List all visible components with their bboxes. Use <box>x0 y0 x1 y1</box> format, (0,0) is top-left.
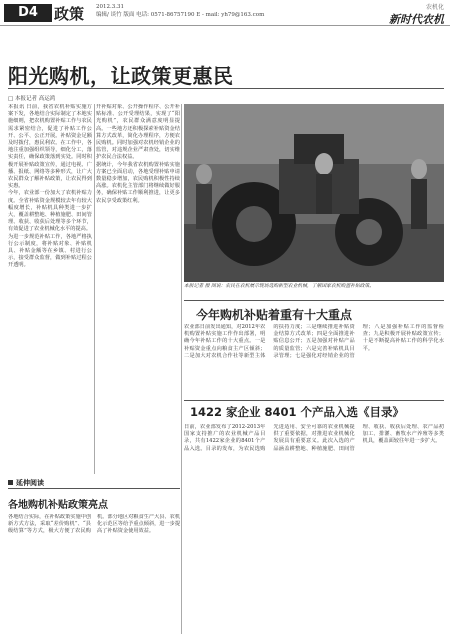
sidebar-rule <box>8 488 180 489</box>
main-headline: 阳光购机，让政策更惠民 <box>8 64 234 88</box>
paragraph: 今年，农业部一份加大了农机补贴力度。全省补贴资金规模较去年有较大幅度增长，补贴机具种类进一步扩大，覆盖耕整地、种植施肥、田间管理、收获、收获后处理等多个环节，有效促进了农业机械化水平的提高。 <box>8 190 92 233</box>
tractor-photo-illustration <box>184 104 444 282</box>
issue-date: 2012.3.31 <box>96 4 124 10</box>
main-story-column-2 <box>96 104 180 474</box>
page-divider <box>181 104 182 634</box>
byline: □ 本报记者 高运鸿 <box>8 96 56 102</box>
extended-reading-label <box>8 478 44 488</box>
section-title: 政策 <box>54 5 85 23</box>
main-story-column-1 <box>8 104 92 474</box>
paragraph: 据统计，今年我省农机购置补贴实施方案已全面启动，各地受理补贴申请数量稳步增加，农民购机积极性持续高涨。农机化主管部门将继续做好服务，确保补贴工作顺利推进，让更多农民享受政策红利。 <box>96 161 180 204</box>
editor-contact: 编辑/ 谈竹 版面 电话: 0571-86757190 E - mail: yh79@163.com <box>96 12 265 18</box>
story2-rule <box>184 300 444 301</box>
story3-rule <box>184 400 444 401</box>
paragraph: 开补贴对象、公开操作程序、公开补贴标准、公开受理结果，实现了“阳光购机”，农民群众满意度明显提高。一些地方还积极探索补贴资金结算方式改革，简化办理程序，方便农民购机。同时加强对农机经销企业的监管，对违规企业严肃查处，切实维护农民合法权益。 <box>96 104 180 161</box>
photo-caption: 本报记者 摄 图说：农民在农机展示现场选购新型农业机械，了解国家农机购置补贴政策。 <box>184 284 375 289</box>
story2-headline: 今年购机补贴着重有十大重点 <box>196 308 353 322</box>
column-label-text: 延伸阅读 <box>16 479 44 487</box>
headline-rule <box>8 88 444 89</box>
paragraph: 本报讯 日前，我省农机补贴实施方案下发，各地结合实际制定了本地实施细则，把农机购置补贴工作与农民需求紧密结合，促进了补贴工作公开、公平、公正开展。补贴资金足额及时拨付，惠民利农。在工作中，各地注重加强组织领导，细化分工，落实责任，确保政策落到实处。同时积极开展补贴政策宣传，通过电视、广播、报纸、网络等多种形式，让广大农民群众了解补贴政策，让农民得到实惠。 <box>8 104 92 190</box>
brand-name: 新时代农机 <box>389 13 444 26</box>
story2-body: 农业部日前发出通知，对2012年农机购置补贴实施工作作出部署，明确今年补贴工作的十大重点。一是补贴资金重点向粮食主产区倾斜；二是加大对农机合作社等新型主体的扶持力度；三是继续推进补贴资金结算方式改革；四是全面推进补贴信息公开；五是加强对补贴产品的质量监管；六是完善补贴机具目录管理；七是强化对经销企业的管理；八是加强补贴工作的监督检查；九是积极开展补贴政策宣传；十是不断提高补贴工作的科学化水平。 <box>184 324 444 359</box>
sidebar-body: 各地结合实际，在补贴政策实施中创新方式方法，采取“差价购机”、“县级结算”等方式，极大方便了农民购机。部分地区对粮食生产大县、农机化示范区等给予重点倾斜，进一步提高了补贴资金使用效益。 <box>8 514 180 535</box>
column-divider <box>94 104 95 474</box>
sidebar-headline: 各地购机补贴政策亮点 <box>8 500 108 511</box>
story3-body: 日前，农业部发布了2012-2013年国家支持推广的农业机械产品目录，共有1422家企业的8401个产品入选。目录的发布，为农民选购先进适用、安全可靠的农业机械提供了重要依据，对推进农业机械化发展具有重要意义。此次入选的产品涵盖耕整地、种植施肥、田间管理、收获、收获后处理、农产品初加工、排灌、畜牧水产养殖等多类机具，覆盖面较往年进一步扩大。 <box>184 424 444 452</box>
header-meta <box>96 3 264 19</box>
brand-top: 农机化 <box>425 4 444 11</box>
story3-headline: 1422 家企业 8401 个产品入选《目录》 <box>190 405 405 419</box>
paragraph: 为进一步规范补贴工作，各地严格执行公示制度，将补贴对象、补贴机具、补贴金额等在乡镇、村进行公示，接受群众监督，做到补贴过程公开透明。 <box>8 233 92 269</box>
section-code: D4 <box>4 4 52 22</box>
page-header <box>0 0 450 26</box>
news-photo <box>184 104 444 282</box>
square-bullet-icon <box>8 480 13 485</box>
